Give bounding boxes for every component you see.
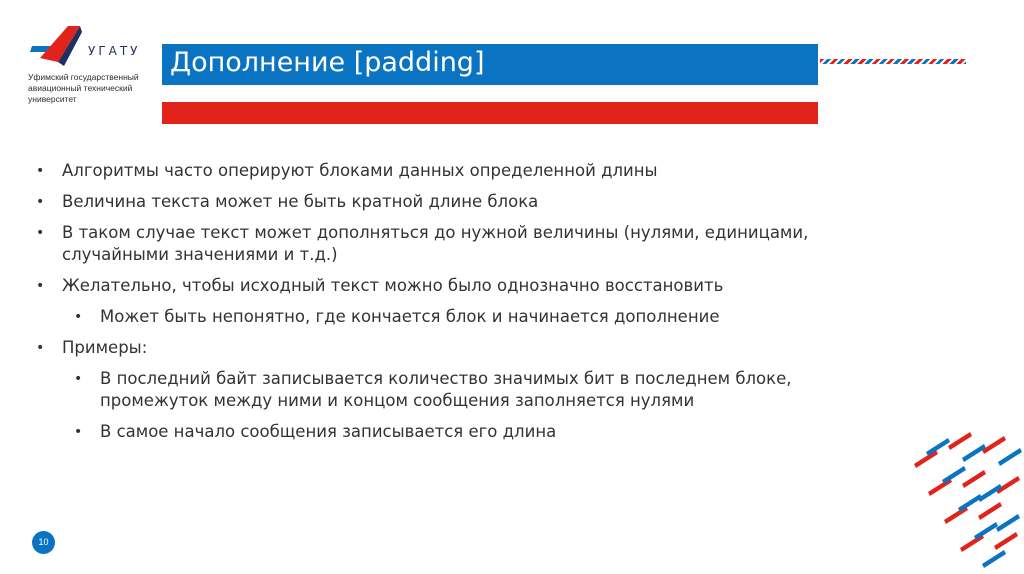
logo-abbreviation: УГАТУ — [88, 44, 141, 58]
bullet-item — [36, 191, 936, 213]
bullet-item — [36, 337, 936, 359]
university-name-line: университет — [28, 94, 77, 104]
sub-bullet-item — [74, 306, 936, 328]
bullet-list — [36, 160, 936, 452]
slide-title: Дополнение [padding] — [170, 47, 485, 78]
bullet-text: Алгоритмы часто оперируют блоками данных определенной длины — [62, 161, 658, 180]
university-logo — [28, 22, 168, 122]
bullet-item — [36, 275, 936, 297]
decorative-flags-pattern — [900, 428, 1024, 574]
ugatu-wing-icon — [28, 22, 88, 70]
bullet-text: Желательно, чтобы исходный текст можно было однозначно восстановить — [62, 276, 724, 295]
sub-bullet-item — [74, 421, 936, 443]
university-name-line: Уфимский государственный — [28, 72, 139, 82]
bullet-text: В самое начало сообщения записывается его длина — [100, 422, 557, 441]
sub-bullet-item — [74, 368, 936, 412]
decorative-stripe — [820, 59, 966, 64]
bullet-text-line: • В таком случае текст может дополняться до нужной величины (нулями, единицами, — [62, 223, 809, 242]
title-bar — [162, 44, 818, 85]
bullet-item — [36, 160, 936, 182]
bullet-text-line: • В последний байт записывается количество значимых бит в последнем блоке, — [100, 369, 792, 388]
bullet-text-line: промежуток между ними и концом сообщения заполняется нулями — [100, 391, 695, 410]
red-accent-bar — [162, 102, 818, 124]
bullet-text-line: случайными значениями и т.д.) — [62, 245, 338, 264]
slide-number-badge: 10 — [32, 531, 55, 554]
university-name — [28, 72, 168, 105]
university-name-line: авиационный технический — [28, 83, 133, 93]
bullet-text: Примеры: — [62, 338, 148, 357]
bullet-text: Может быть непонятно, где кончается блок и начинается дополнение — [100, 307, 720, 326]
bullet-item — [36, 222, 936, 266]
bullet-text: Величина текста может не быть кратной длине блока — [62, 192, 539, 211]
